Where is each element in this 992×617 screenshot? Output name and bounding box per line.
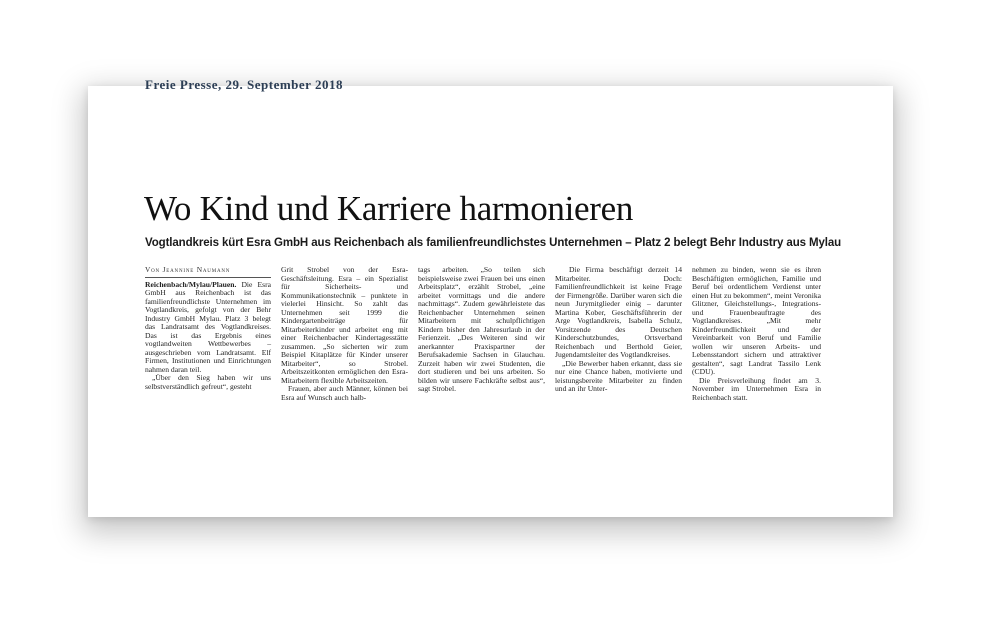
article-column-2: [281, 266, 408, 402]
article-paragraph: Die Preisverleihung findet am 3. November im Unternehmen Esra in Reichenbach statt.: [692, 375, 821, 402]
article-paragraph: tags arbeiten. „So teilen sich beispielsweise zwei Frauen bei uns einen Arbeitsplatz“, erzählt Strobel, „eine arbeitet vormittags und die andere nachmittags“. Zudem gewährleistete das Reichenbacher Unternehmen seinen Mitarbeitern mit schulpflichtigen Kindern bisher den Jahresurlaub in der Ferienzeit. „Des Weiteren sind wir anerkannter Praxispartner der Berufsakademie Sachsen in Glauchau. Zurzeit haben wir zwei Studenten, die dort studieren und bei uns arbeiten. So bilden wir unsere Fachkräfte selbst aus“, sagt Strobel.: [418, 265, 545, 393]
article-text: Die Esra GmbH aus Reichenbach ist das familienfreundlichste Unternehmen im Vogtlandkreis, gefolgt von der Behr Industry GmbH Mylau. Platz 3 belegt das Landratsamt des Vogtlandkreises. Das ist das Ergebnis eines vogtlandweiten Wettbewerbes – ausgeschrieben vom Landratsamt. Elf Firmen, Institutionen und Einrichtungen nahmen daran teil.: [145, 279, 271, 374]
article-paragraph: Frauen, aber auch Männer, können bei Esra auf Wunsch auch halb-: [281, 384, 408, 402]
article-paragraph: „Über den Sieg haben wir uns selbstverständlich gefreut“, gesteht: [145, 373, 271, 391]
article-headline: Wo Kind und Karriere harmonieren: [144, 189, 634, 228]
article-paragraph: Die Firma beschäftigt derzeit 14 Mitarbeiter. Doch: Familienfreundlichkeit ist keine Frage der Firmengröße. Darüber waren sich die neun Jurymitglieder einig – darunter Martina Kober, Geschäftsführerin der Arge Vogtlandkreis, Isabella Schulz, Vorsitzende des Deutschen Kinderschutzbundes, Ortsverband Reichenbach und Berthold Geier, Jugendamtsleiter des Vogtlandkreises.: [555, 265, 682, 359]
article-paragraph: nehmen zu binden, wenn sie es ihren Beschäftigten ermöglichen, Familie und Beruf bei ordentlichem Verdienst unter einen Hut zu bekommen“, meint Veronika Glitzner, Gleichstellungs-, Integrations- und Frauenbeauftragte des Vogtlandkreises. „Mit mehr Kinderfreundlichkeit und der Vereinbarkeit von Beruf und Familie wollen wir unseren Arbeits- und Lebensstandort sichern und attraktiver gestalten“, sagt Landrat Tassilo Lenk (CDU).: [692, 265, 821, 376]
article-column-1: [145, 266, 271, 391]
article-column-4: [555, 266, 682, 394]
article-byline: Von Jeannine Naumann: [145, 266, 271, 278]
article-paragraph: [145, 281, 271, 375]
cut-off-masthead-line: Freie Presse, 29. September 2018: [145, 77, 343, 92]
article-column-5: [692, 266, 821, 402]
newspaper-clipping: [88, 77, 893, 517]
article-paragraph: Grit Strobel von der Esra-Geschäftsleitung. Esra – ein Spezialist für Sicherheits- und Kommunikationstechnik – punktete in vielerlei Hinsicht. So zahlt das Unternehmen seit 1999 die Kindergartenbeiträge für Mitarbeiterkinder und arbeitet eng mit einer Reichenbacher Kindertagesstätte zusammen. „So sicherten wir zum Beispiel Kitaplätze für Kinder unserer Mitarbeiter“, so Strobel. Arbeitszeitkonten ermöglichen den Esra-Mitarbeitern flexible Arbeitszeiten.: [281, 265, 408, 385]
article-subheadline: Vogtlandkreis kürt Esra GmbH aus Reichenbach als familienfreundlichstes Unternehmen – Platz 2 belegt Behr Industry aus Mylau: [145, 237, 842, 249]
article-paragraph: „Die Bewerber haben erkannt, dass sie nur eine Chance haben, motivierte und leistungsbereite Mitarbeiter zu finden und an ihr Unter-: [555, 358, 682, 393]
article-dateline: Reichenbach/Mylau/Plauen.: [145, 279, 237, 289]
article-column-3: [418, 266, 545, 394]
